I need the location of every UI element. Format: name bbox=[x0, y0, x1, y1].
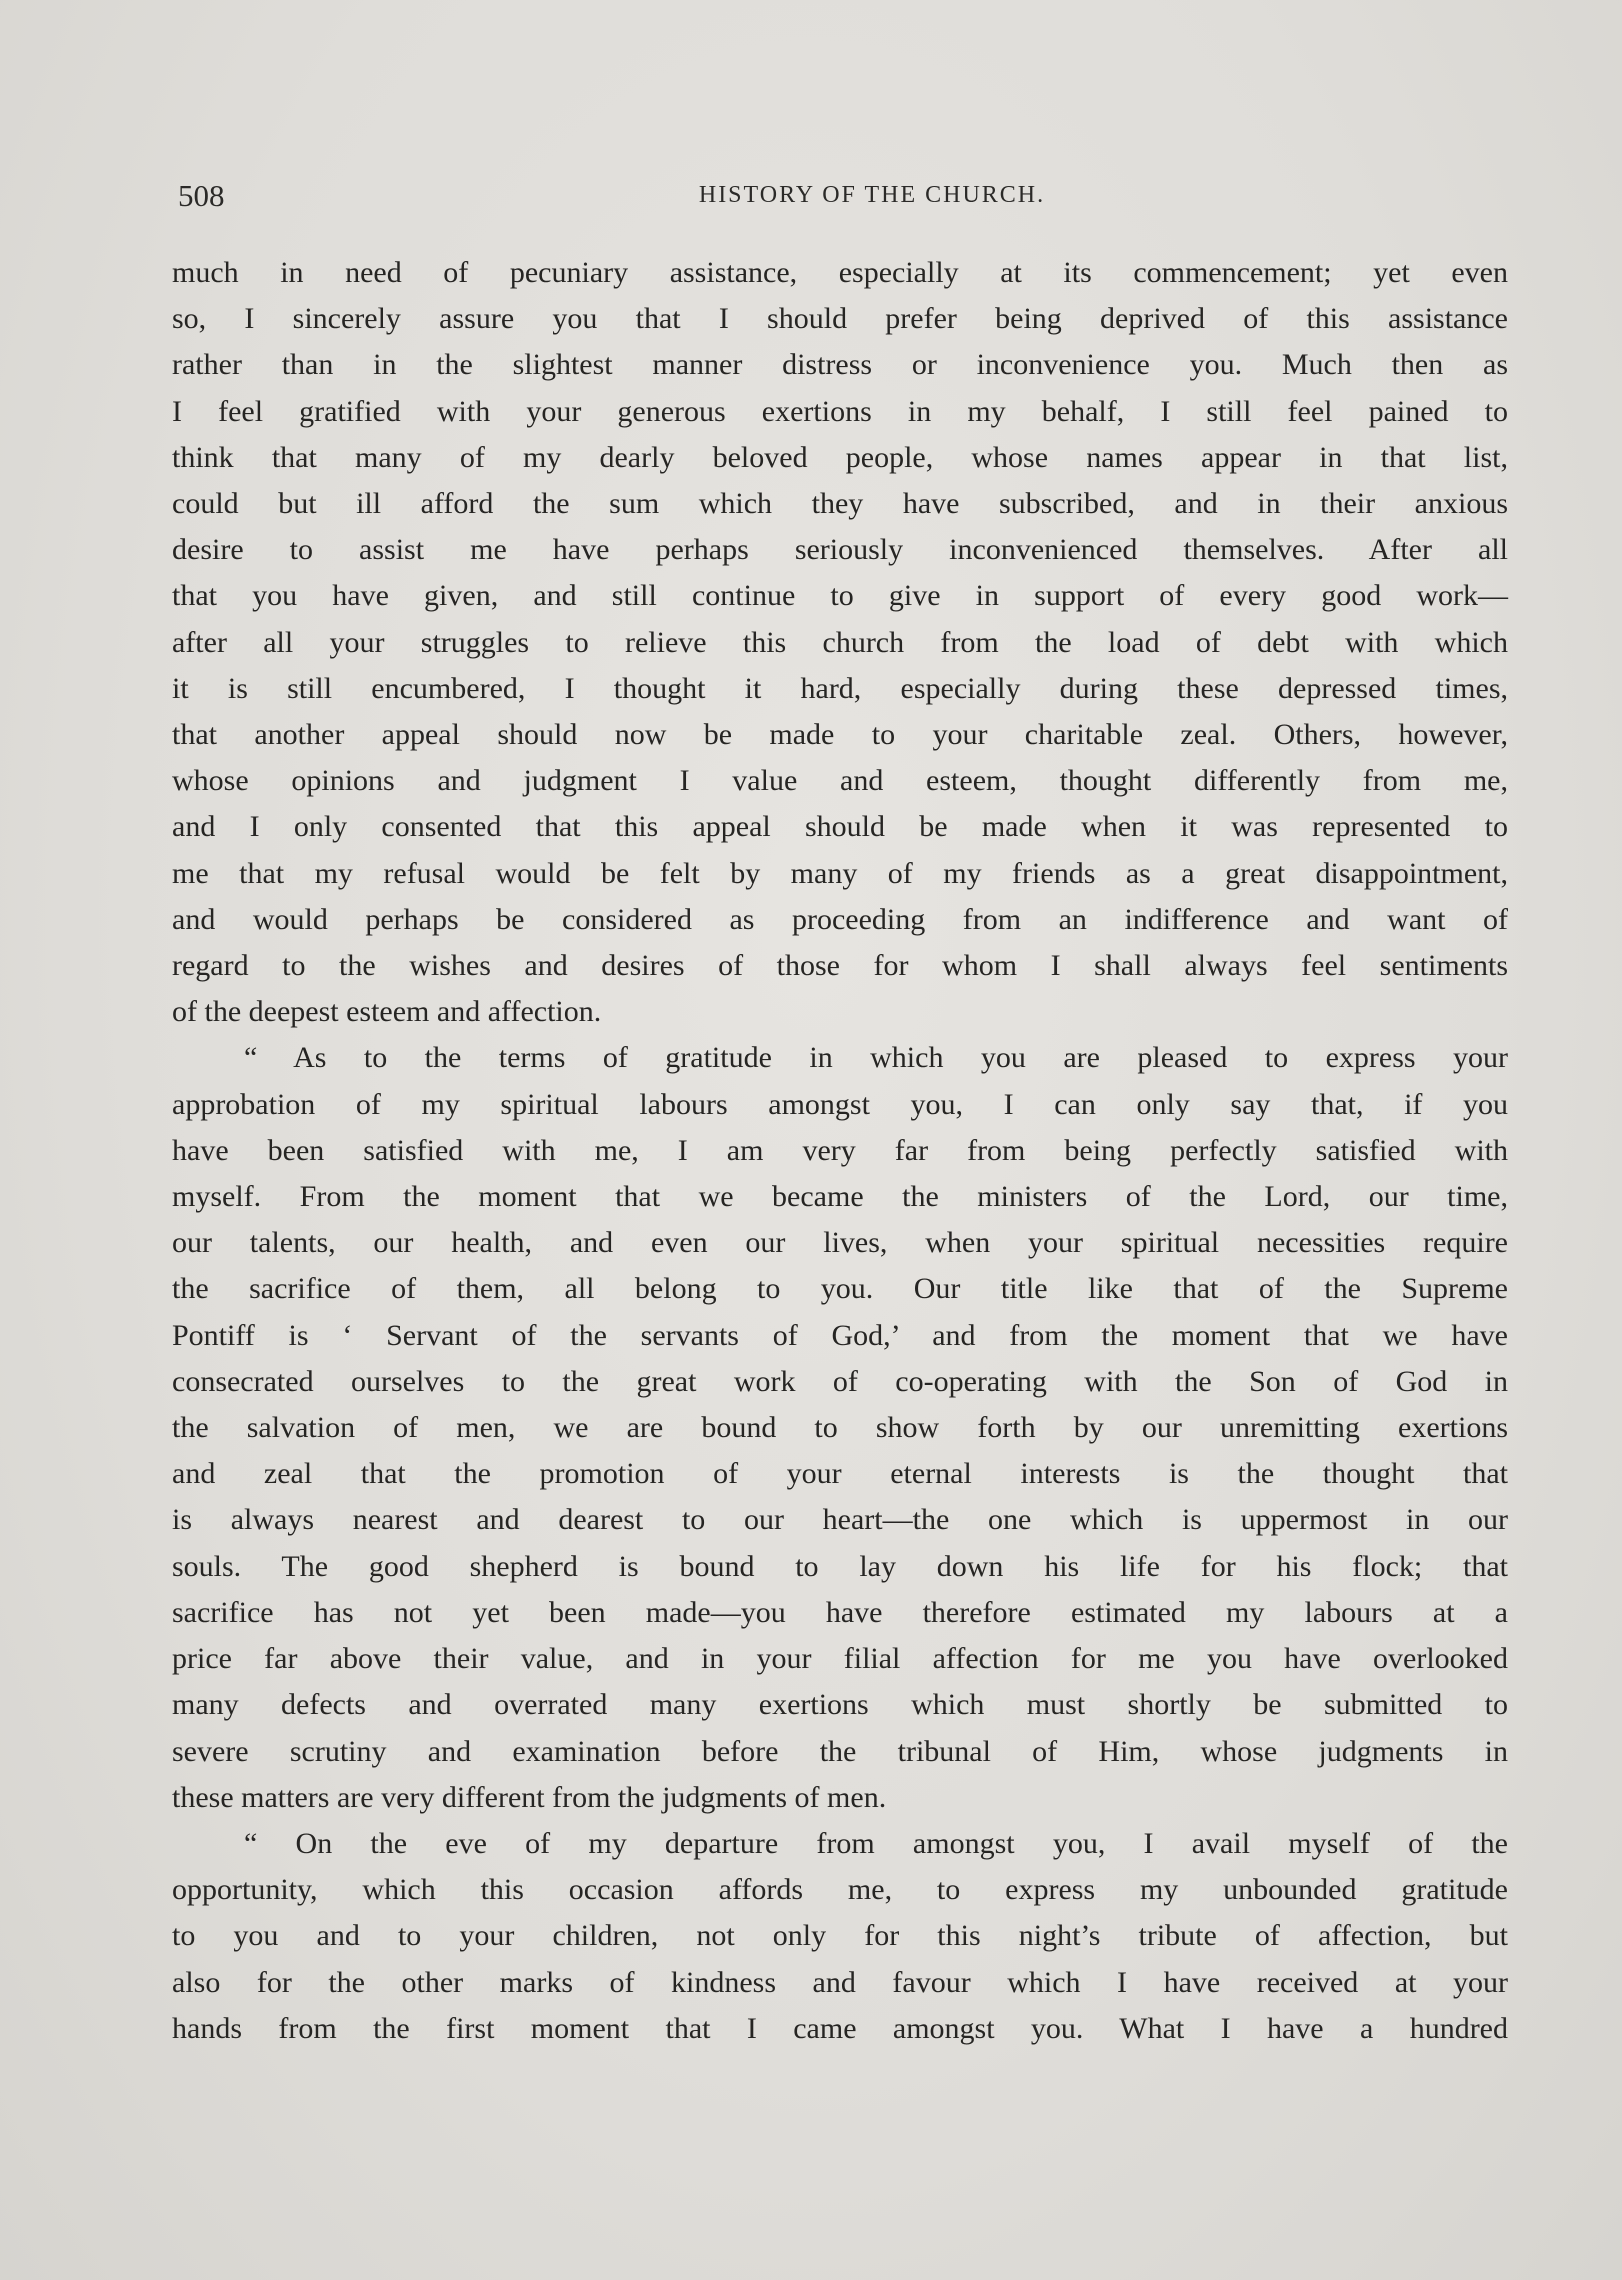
text-line: to you and to your children, not only for this night’s tribute of affection, but bbox=[172, 1919, 1508, 1953]
text-line: much in need of pecuniary assistance, especially at its commencement; yet even bbox=[172, 256, 1508, 289]
text-line: price far above their value, and in your filial affection for me you have overlooked bbox=[172, 1642, 1508, 1676]
text-line: these matters are very different from the judgments of men. bbox=[172, 1780, 887, 1814]
text-line: severe scrutiny and examination before the tribunal of Him, whose judgments in bbox=[172, 1734, 1508, 1768]
text-line: “ On the eve of my departure from amongst you, I avail myself of the bbox=[244, 1826, 1508, 1860]
text-line: regard to the wishes and desires of those for whom I shall always feel sentiments bbox=[172, 949, 1508, 983]
text-line: desire to assist me have perhaps seriously inconvenienced themselves. After all bbox=[172, 533, 1508, 567]
text-line: rather than in the slightest manner distress or inconvenience you. Much then as bbox=[172, 348, 1508, 382]
text-line: “ As to the terms of gratitude in which you are pleased to express your bbox=[244, 1041, 1508, 1075]
text-line: I feel gratified with your generous exertions in my behalf, I still feel pained to bbox=[172, 394, 1508, 428]
text-line: the salvation of men, we are bound to show forth by our unremitting exertions bbox=[172, 1411, 1508, 1445]
text-line: that another appeal should now be made to your charitable zeal. Others, however, bbox=[172, 718, 1508, 752]
text-line: our talents, our health, and even our lives, when your spiritual necessities require bbox=[172, 1226, 1508, 1260]
text-line: whose opinions and judgment I value and esteem, thought differently from me, bbox=[172, 764, 1508, 798]
running-title: HISTORY OF THE CHURCH. bbox=[698, 182, 1046, 208]
text-line: the sacrifice of them, all belong to you. Our title like that of the Supreme bbox=[172, 1272, 1508, 1306]
text-line: sacrifice has not yet been made—you have therefore estimated my labours at a bbox=[172, 1595, 1508, 1629]
text-line: consecrated ourselves to the great work of co-operating with the Son of God in bbox=[172, 1364, 1508, 1398]
text-line: could but ill afford the sum which they have subscribed, and in their anxious bbox=[172, 487, 1508, 521]
text-line: so, I sincerely assure you that I should prefer being deprived of this assistance bbox=[172, 302, 1508, 336]
text-line: is always nearest and dearest to our heart—the one which is uppermost in our bbox=[172, 1503, 1508, 1537]
text-line: approbation of my spiritual labours amongst you, I can only say that, if you bbox=[172, 1087, 1508, 1121]
text-line: of the deepest esteem and affection. bbox=[172, 995, 602, 1029]
text-line: me that my refusal would be felt by many of my friends as a great disappointment, bbox=[172, 856, 1508, 890]
text-line: that you have given, and still continue to give in support of every good work— bbox=[172, 579, 1508, 613]
text-line: and zeal that the promotion of your eternal interests is the thought that bbox=[172, 1457, 1508, 1491]
text-line: after all your struggles to relieve this church from the load of debt with which bbox=[172, 625, 1508, 659]
text-line: and I only consented that this appeal should be made when it was represented to bbox=[172, 810, 1508, 844]
text-line: have been satisfied with me, I am very far from being perfectly satisfied with bbox=[172, 1133, 1508, 1167]
text-line: also for the other marks of kindness and favour which I have received at your bbox=[172, 1965, 1508, 1999]
text-line: think that many of my dearly beloved people, whose names appear in that list, bbox=[172, 440, 1508, 474]
page-header bbox=[178, 178, 1506, 218]
body-text bbox=[172, 250, 1508, 2052]
text-line: myself. From the moment that we became the ministers of the Lord, our time, bbox=[172, 1180, 1508, 1214]
text-line: Pontiff is ‘ Servant of the servants of God,’ and from the moment that we have bbox=[172, 1318, 1508, 1352]
page-number: 508 bbox=[178, 178, 225, 213]
text-line: many defects and overrated many exertions which must shortly be submitted to bbox=[172, 1688, 1508, 1722]
text-line: and would perhaps be considered as proceeding from an indifference and want of bbox=[172, 902, 1508, 936]
text-line: hands from the first moment that I came amongst you. What I have a hundred bbox=[172, 2011, 1508, 2045]
text-line: it is still encumbered, I thought it hard, especially during these depressed times, bbox=[172, 671, 1508, 705]
text-line: opportunity, which this occasion affords me, to express my unbounded gratitude bbox=[172, 1873, 1508, 1907]
text-line: souls. The good shepherd is bound to lay down his life for his flock; that bbox=[172, 1549, 1508, 1583]
